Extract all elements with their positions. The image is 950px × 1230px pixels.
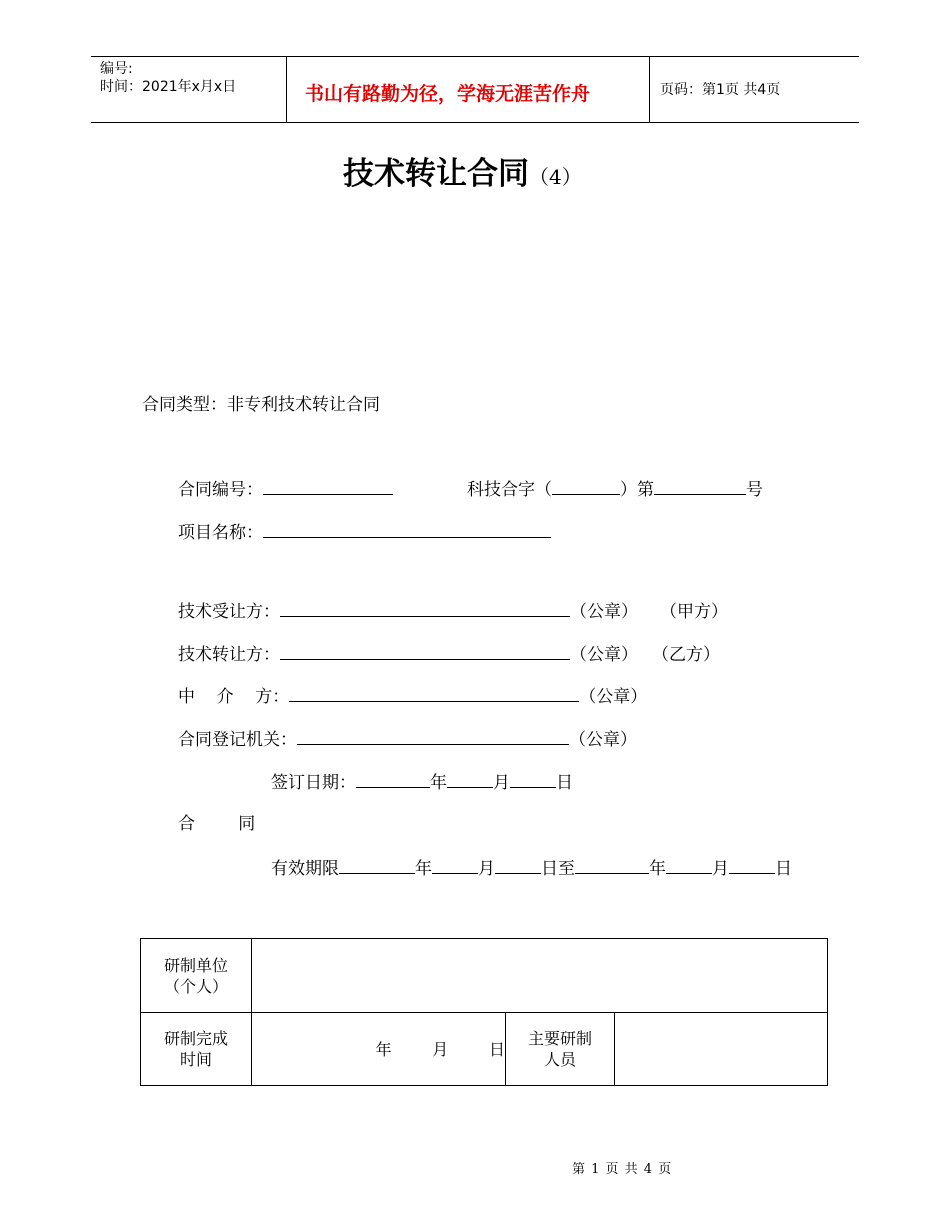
valid-from-year-label: 年 (415, 859, 432, 879)
valid-from-month-blank[interactable] (432, 856, 478, 874)
tech-no-blank-1[interactable] (552, 477, 620, 495)
assignor-blank[interactable] (280, 642, 570, 660)
sign-year-blank[interactable] (356, 770, 430, 788)
sign-month-blank[interactable] (447, 770, 493, 788)
contract-type: 合同类型：非专利技术转让合同 (142, 395, 380, 415)
party-b-label: （乙方） (652, 645, 720, 665)
unit-label-line-2: （个人） (163, 977, 228, 996)
done-date-cell[interactable] (252, 1039, 505, 1060)
valid-to-month-blank[interactable] (666, 856, 712, 874)
sign-month-label: 月 (493, 773, 510, 793)
intermediary-seal: （公章） (579, 687, 648, 707)
done-time-label-cell (141, 1028, 251, 1070)
staff-label-line-1: 主要研制 (527, 1029, 592, 1048)
header-code-label: 编号: (100, 61, 133, 77)
registry-label: 合同登记机关： (178, 730, 297, 750)
assignee-row (178, 599, 728, 623)
registry-blank[interactable] (297, 727, 569, 745)
header-bottom-rule (91, 122, 859, 123)
intermediary-blank[interactable] (289, 684, 579, 702)
header-time-label: 时间：2021年x月x日 (100, 79, 237, 95)
valid-to-year-label: 年 (649, 859, 666, 879)
tech-no-prefix: 科技合字（ (467, 480, 552, 500)
header-divider-right (649, 56, 650, 122)
header-motto: 书山有路勤为径，学海无涯苦作舟 (305, 83, 591, 105)
project-name-row (178, 520, 551, 544)
tech-no-suffix: 号 (746, 480, 763, 500)
done-date-text: 年 月 日 (375, 1040, 505, 1059)
assignee-blank[interactable] (280, 599, 570, 617)
project-name-blank[interactable] (263, 520, 551, 538)
valid-to-day-label: 日 (775, 859, 792, 879)
valid-to-year-blank[interactable] (575, 856, 649, 874)
party-a-label: （甲方） (660, 602, 728, 622)
assignor-label: 技术转让方： (178, 645, 280, 665)
registry-row (178, 727, 637, 751)
title-suffix: （4） (529, 165, 582, 189)
valid-from-month-label: 月 (478, 859, 495, 879)
intermediary-label: 中 介 方： (178, 687, 290, 707)
sign-date-row (271, 770, 573, 794)
valid-from-day-blank[interactable] (495, 856, 541, 874)
assignor-seal: （公章） (570, 645, 638, 665)
assignor-row (178, 642, 720, 666)
staff-label-cell (506, 1028, 614, 1070)
assignee-label: 技术受让方： (178, 602, 280, 622)
sign-date-label: 签订日期： (271, 773, 356, 793)
tech-no-mid: ）第 (620, 480, 654, 500)
page-footer: 第 1 页 共 4 页 (572, 1162, 673, 1177)
header-page-info: 页码：第1页 共4页 (660, 82, 781, 98)
contract-no-blank[interactable] (263, 477, 393, 495)
unit-label-cell (141, 955, 251, 997)
tech-no-blank-2[interactable] (654, 477, 746, 495)
unit-label-line-1: 研制单位 (163, 956, 228, 975)
sign-day-blank[interactable] (510, 770, 556, 788)
research-info-table (140, 938, 828, 1086)
intermediary-row (178, 684, 647, 708)
staff-label-line-2: 人员 (543, 1050, 576, 1069)
valid-from-year-blank[interactable] (339, 856, 415, 874)
validity-row (271, 856, 792, 880)
done-label-line-1: 研制完成 (163, 1029, 228, 1048)
validity-label: 有效期限 (271, 859, 339, 879)
sign-year-label: 年 (430, 773, 447, 793)
contract-word: 合 同 (178, 814, 256, 834)
sign-day-label: 日 (556, 773, 573, 793)
valid-to-month-label: 月 (712, 859, 729, 879)
valid-to-label: 日至 (541, 859, 575, 879)
document-title (343, 148, 582, 193)
assignee-seal: （公章） (570, 602, 638, 622)
done-label-line-2: 时间 (179, 1050, 212, 1069)
tech-number-row (467, 477, 763, 501)
header-divider-left (286, 56, 287, 122)
title-main: 技术转让合同 (343, 156, 529, 192)
header-top-rule (91, 56, 859, 57)
registry-seal: （公章） (569, 730, 637, 750)
unit-value-cell[interactable] (252, 939, 828, 1012)
staff-value-cell[interactable] (615, 1013, 828, 1086)
contract-number-row (178, 477, 393, 501)
contract-no-label: 合同编号： (178, 480, 263, 500)
project-name-label: 项目名称： (178, 523, 263, 543)
valid-to-day-blank[interactable] (729, 856, 775, 874)
